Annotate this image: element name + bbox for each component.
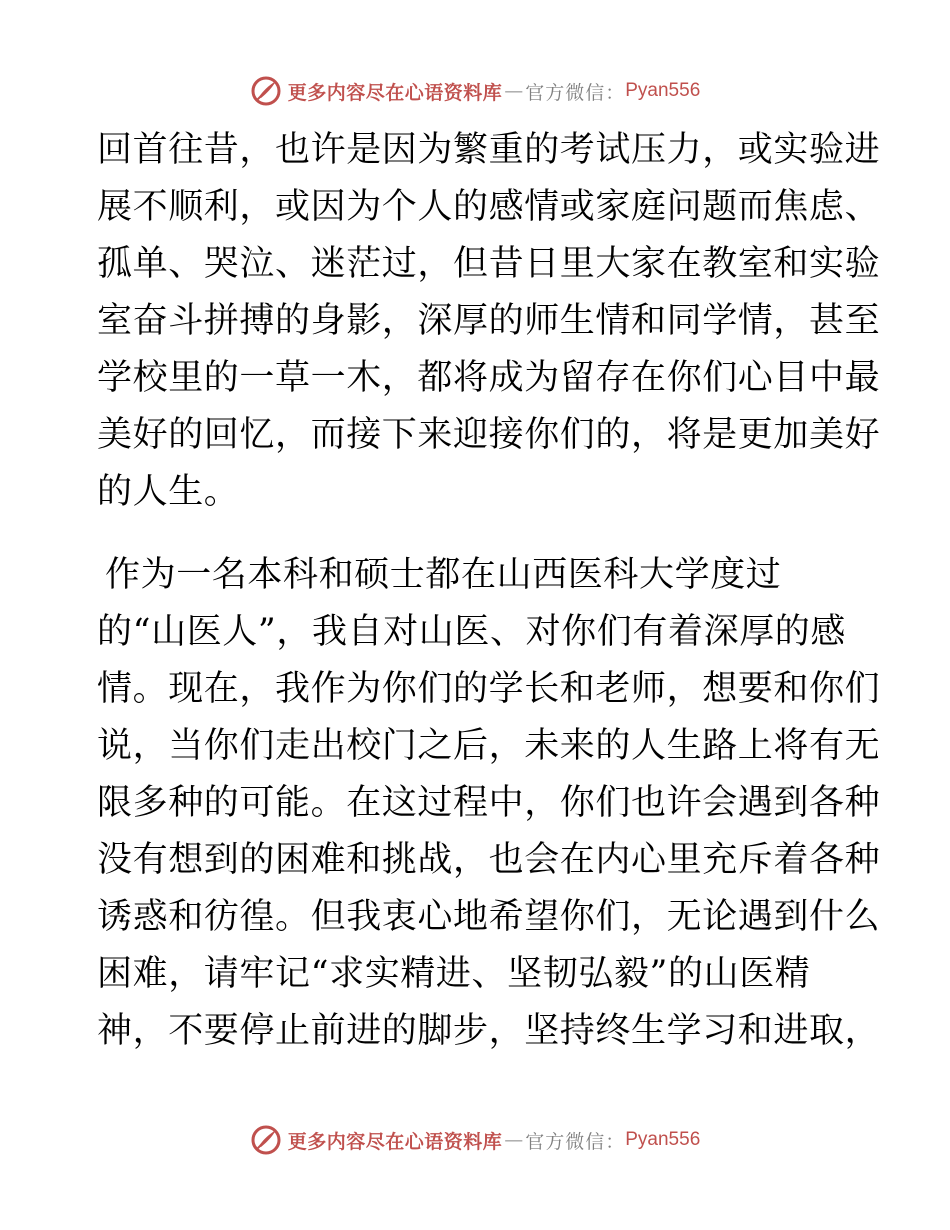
text-line: 的人生。 <box>97 472 240 512</box>
text-line: 孤单、哭泣、迷茫过，但昔日里大家在教室和实验 <box>97 244 881 284</box>
text-line: 展不顺利，或因为个人的感情或家庭问题而焦虑、 <box>97 187 881 227</box>
paragraph-1 <box>97 122 881 521</box>
watermark-text: 更多内容尽在心语资料库 <box>287 1130 503 1153</box>
text-line: 美好的回忆，而接下来迎接你们的，将是更加美好 <box>97 415 881 455</box>
text-line: 学校里的一草一木，都将成为留存在你们心目中最 <box>97 358 881 398</box>
text-line: 困难，请牢记“求实精进、坚韧弘毅”的山医精 <box>97 954 811 994</box>
watermark-dash: — <box>504 80 524 102</box>
text-line: 限多种的可能。在这过程中，你们也许会遇到各种 <box>97 783 881 823</box>
footer-watermark <box>0 1120 950 1160</box>
watermark-id: Pyan556 <box>625 1129 701 1150</box>
text-line: 没有想到的困难和挑战，也会在内心里充斥着各种 <box>97 840 881 880</box>
paragraph-spacer <box>97 521 857 547</box>
quill-logo-icon <box>250 75 282 107</box>
text-line: 作为一名本科和硕士都在山西医科大学度过 <box>105 555 782 595</box>
watermark-id: Pyan556 <box>625 80 701 101</box>
text-line: 的“山医人”，我自对山医、对你们有着深厚的感 <box>97 612 846 652</box>
header-watermark <box>0 71 950 111</box>
watermark-dash: — <box>504 1129 524 1151</box>
paragraph-2 <box>97 547 881 1060</box>
text-line: 情。现在，我作为你们的学长和老师，想要和你们 <box>97 669 881 709</box>
text-line: 诱惑和彷徨。但我衷心地希望你们，无论遇到什么 <box>97 897 881 937</box>
text-line: 回首往昔，也许是因为繁重的考试压力，或实验进 <box>97 130 881 170</box>
watermark-label: 官方微信： <box>525 1130 626 1153</box>
text-line: 室奋斗拼搏的身影，深厚的师生情和同学情，甚至 <box>97 301 881 341</box>
watermark-text: 更多内容尽在心语资料库 <box>287 81 503 104</box>
text-line: 神，不要停止前进的脚步，坚持终生学习和进取， <box>97 1011 881 1051</box>
document-body <box>97 122 881 1060</box>
watermark-label: 官方微信： <box>525 81 626 104</box>
quill-logo-icon <box>250 1124 282 1156</box>
text-line: 说，当你们走出校门之后，未来的人生路上将有无 <box>97 726 881 766</box>
